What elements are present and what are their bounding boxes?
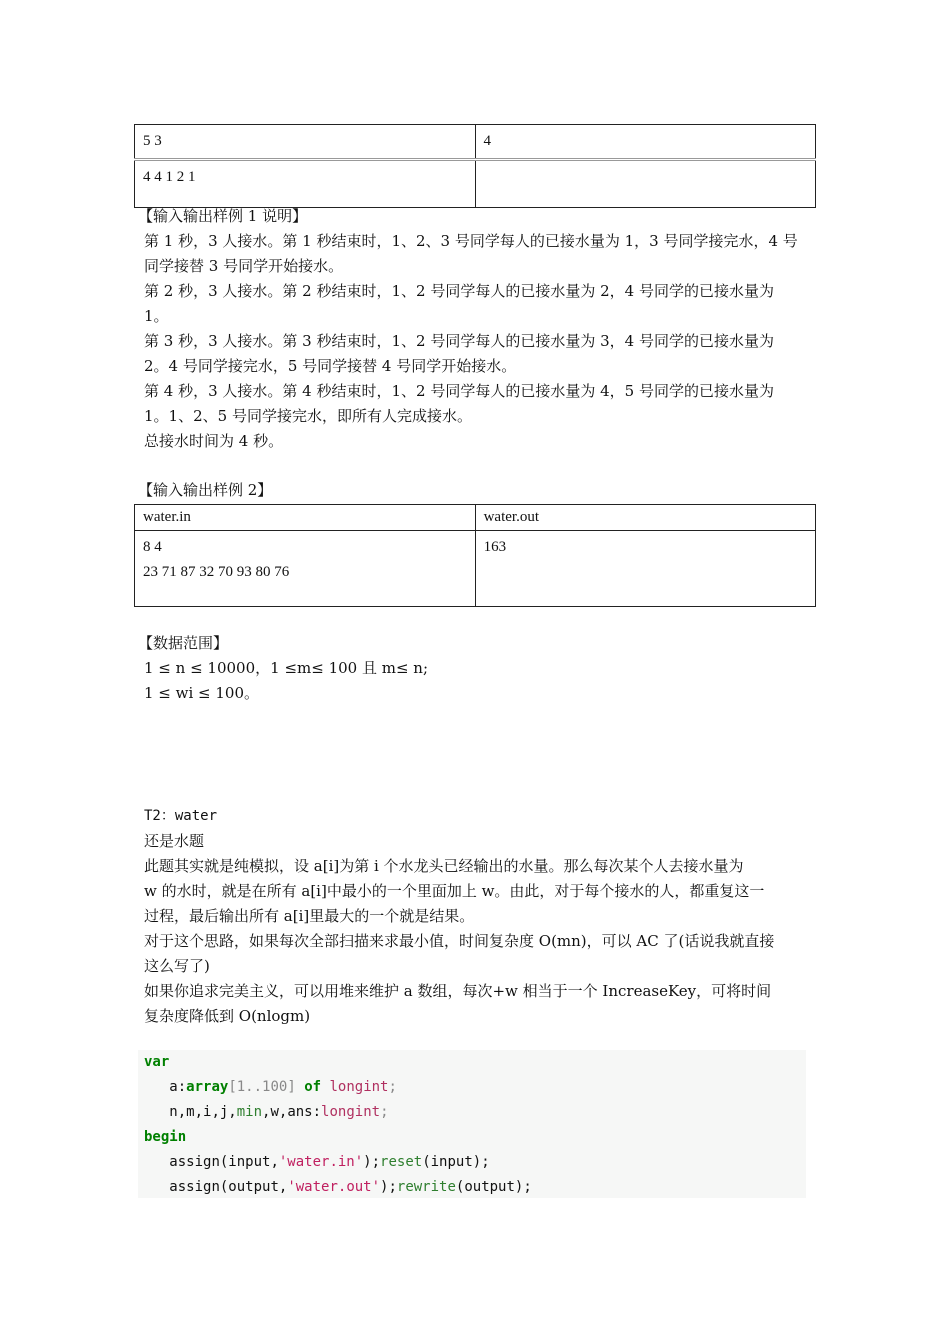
table-cell bbox=[475, 160, 815, 208]
text-line: 如果你追求完美主义，可以用堆来维护 a 数组，每次+w 相当于一个 IncreaseKey，可将时间 bbox=[144, 982, 772, 1000]
range-paragraph bbox=[144, 656, 810, 706]
text-line: 同学接替 3 号同学开始接水。 bbox=[144, 257, 344, 275]
table-row bbox=[135, 125, 816, 160]
text-line: 还是水题 bbox=[144, 832, 205, 850]
solution-paragraph bbox=[144, 829, 810, 1029]
code-token: assign(input, bbox=[169, 1154, 279, 1170]
text-line: 这么写了) bbox=[144, 957, 210, 975]
sample2-table bbox=[134, 504, 816, 607]
text-line: 过程，最后输出所有 a[i]里最大的一个就是结果。 bbox=[144, 907, 475, 925]
code-token: ; bbox=[380, 1104, 389, 1120]
text-line: 1。 bbox=[144, 307, 169, 325]
code-line bbox=[138, 1175, 806, 1200]
code-token: [1..100] bbox=[228, 1079, 296, 1095]
table-cell: 8 4 23 71 87 32 70 93 80 76 bbox=[135, 531, 476, 607]
text-line: 第 1 秒，3 人接水。第 1 秒结束时，1、2、3 号同学每人的已接水量为 1，3 号同学接完水，4 号 bbox=[144, 232, 798, 250]
code-string: 'water.in' bbox=[278, 1154, 364, 1170]
code-token: assign(output, bbox=[169, 1179, 288, 1195]
table-cell: 163 bbox=[475, 531, 815, 607]
code-type: longint bbox=[329, 1079, 389, 1095]
text-line: 第 3 秒，3 人接水。第 3 秒结束时，1、2 号同学每人的已接水量为 3，4 号同学的已接水量为 bbox=[144, 332, 774, 350]
code-token: ,w,ans: bbox=[262, 1104, 322, 1120]
explanation-paragraph bbox=[144, 229, 810, 454]
code-token: (input); bbox=[422, 1154, 490, 1170]
text-line: 2。4 号同学接完水，5 号同学接替 4 号同学开始接水。 bbox=[144, 357, 517, 375]
text-line: 1 ≤ wi ≤ 100。 bbox=[144, 684, 260, 702]
table-row bbox=[135, 505, 816, 531]
code-function: rewrite bbox=[396, 1179, 456, 1195]
table-header-cell: water.in bbox=[135, 505, 476, 531]
code-line bbox=[138, 1050, 806, 1075]
section-title: 【输入输出样例 1 说明】 bbox=[138, 207, 308, 225]
code-line bbox=[138, 1150, 806, 1175]
code-keyword: var bbox=[144, 1054, 170, 1070]
code-function: min bbox=[236, 1104, 263, 1120]
table-cell: 4 4 1 2 1 bbox=[135, 160, 476, 208]
table-cell: 4 bbox=[475, 125, 815, 160]
text-line: 第 4 秒，3 人接水。第 4 秒结束时，1、2 号同学每人的已接水量为 4，5 号同学的已接水量为 bbox=[144, 382, 774, 400]
code-token: a: bbox=[169, 1079, 187, 1095]
section-title: 【数据范围】 bbox=[138, 634, 229, 652]
text-line: 复杂度降低到 O(nlogm) bbox=[144, 1007, 311, 1025]
code-function: reset bbox=[380, 1154, 423, 1170]
table-header-cell: water.out bbox=[475, 505, 815, 531]
code-block bbox=[138, 1050, 806, 1198]
code-keyword: of bbox=[304, 1079, 322, 1095]
text-line: 对于这个思路，如果每次全部扫描来求最小值，时间复杂度 O(mn)，可以 AC 了(话说我就直接 bbox=[144, 932, 775, 950]
text-line: 1。1、2、5 号同学接完水，即所有人完成接水。 bbox=[144, 407, 472, 425]
code-token: (output); bbox=[455, 1179, 532, 1195]
code-line bbox=[138, 1125, 806, 1150]
text-line: 此题其实就是纯模拟，设 a[i]为第 i 个水龙头已经输出的水量。那么每次某个人去接水量为 bbox=[144, 857, 744, 875]
table-row bbox=[135, 531, 816, 607]
code-token: ); bbox=[363, 1154, 381, 1170]
code-token: ); bbox=[380, 1179, 397, 1195]
table-cell: 5 3 bbox=[135, 125, 476, 160]
code-token: ; bbox=[388, 1079, 397, 1095]
code-token: n,m,i,j, bbox=[169, 1104, 237, 1120]
code-line bbox=[138, 1075, 806, 1100]
code-string: 'water.out' bbox=[287, 1179, 381, 1195]
code-line bbox=[138, 1100, 806, 1125]
text-line: 第 2 秒，3 人接水。第 2 秒结束时，1、2 号同学每人的已接水量为 2，4 号同学的已接水量为 bbox=[144, 282, 774, 300]
sample1-table bbox=[134, 124, 816, 208]
section-title: 【输入输出样例 2】 bbox=[138, 481, 273, 499]
text-line: 总接水时间为 4 秒。 bbox=[144, 432, 284, 450]
solution-heading: T2：water bbox=[144, 808, 218, 824]
code-type: longint bbox=[321, 1104, 381, 1120]
text-line: 1 ≤ n ≤ 10000，1 ≤m≤ 100 且 m≤ n; bbox=[144, 659, 429, 677]
table-row bbox=[135, 160, 816, 208]
code-keyword: array bbox=[186, 1079, 229, 1095]
code-keyword: begin bbox=[144, 1129, 187, 1145]
text-line: w 的水时，就是在所有 a[i]中最小的一个里面加上 w。由此，对于每个接水的人，都重复这一 bbox=[144, 882, 765, 900]
